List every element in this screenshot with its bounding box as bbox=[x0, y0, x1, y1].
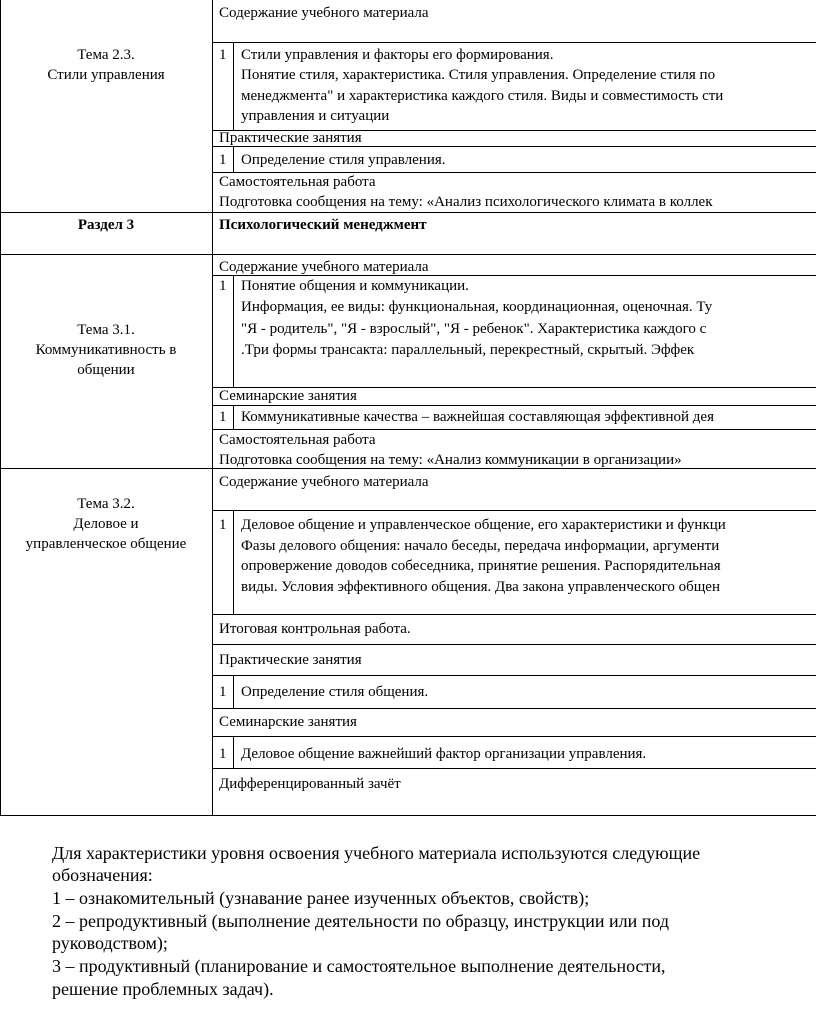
practice-heading: Практические занятия bbox=[219, 130, 362, 146]
table-border-left bbox=[0, 0, 1, 815]
practice-item: Определение стиля управления. bbox=[241, 152, 446, 168]
paragraph-line: обозначения: bbox=[52, 865, 153, 885]
section-3-subtitle: Психологический менеджмент bbox=[219, 217, 427, 233]
seminar-item: Деловое общение важнейший фактор организации управления. bbox=[241, 746, 647, 762]
paragraph-line: 3 – продуктивный (планирование и самостоятельное выполнение деятельности, bbox=[52, 956, 666, 976]
paragraph-line: Для характеристики уровня освоения учебного материала используются следующие bbox=[52, 843, 701, 863]
content-line: Фазы делового общения: начало беседы, передача информации, аргументи bbox=[241, 538, 720, 554]
cell-border bbox=[212, 42, 816, 43]
table-column-divider bbox=[212, 0, 213, 815]
cell-border bbox=[212, 429, 816, 430]
cell-border bbox=[212, 405, 816, 406]
item-number: 1 bbox=[219, 47, 227, 63]
practice-item: Определение стиля общения. bbox=[241, 684, 429, 700]
content-line: "Я - родитель", "Я - взрослый", "Я - ребенок". Характеристика каждого с bbox=[241, 321, 707, 337]
row-border bbox=[0, 815, 816, 816]
cell-border bbox=[212, 614, 816, 615]
topic-3-2-title: Тема 3.2. bbox=[77, 496, 135, 512]
num-divider bbox=[233, 275, 234, 387]
content-line: Стили управления и факторы его формирования. bbox=[241, 47, 554, 63]
topic-3-1-line3: общении bbox=[77, 362, 135, 378]
topic-2-3-subtitle: Стили управления bbox=[47, 67, 165, 83]
content-line: менеджмента" и характеристика каждого стиля. Виды и совместимость сти bbox=[241, 88, 724, 104]
content-line: .Три формы трансакта: параллельный, перекрестный, скрытый. Эффек bbox=[241, 342, 695, 358]
cell-border bbox=[212, 675, 816, 676]
independent-task: Подготовка сообщения на тему: «Анализ психологического климата в коллек bbox=[219, 194, 713, 210]
content-heading: Содержание учебного материала bbox=[219, 259, 429, 275]
content-line: Деловое общение и управленческое общение, его характеристики и функци bbox=[241, 517, 726, 533]
paragraph-line: решение проблемных задач). bbox=[52, 979, 274, 999]
seminar-item: Коммуникативные качества – важнейшая составляющая эффективной дея bbox=[241, 409, 714, 425]
content-line: управления и ситуации bbox=[241, 108, 390, 124]
section-3-title: Раздел 3 bbox=[77, 217, 135, 233]
num-divider bbox=[233, 405, 234, 429]
content-line: Информация, ее виды: функциональная, координационная, оценочная. Ту bbox=[241, 299, 713, 315]
content-line: виды. Условия эффективного общения. Два закона управленческого общен bbox=[241, 579, 720, 595]
cell-border bbox=[212, 644, 816, 645]
topic-3-2-line2: Деловое и bbox=[73, 516, 139, 532]
topic-3-2-line3: управленческое общение bbox=[25, 536, 187, 552]
cell-border bbox=[212, 736, 816, 737]
practice-heading: Практические занятия bbox=[219, 652, 362, 668]
item-number: 1 bbox=[219, 684, 227, 700]
cell-border bbox=[212, 768, 816, 769]
paragraph-line: руководством); bbox=[52, 933, 168, 953]
item-number: 1 bbox=[219, 746, 227, 762]
paragraph-line: 1 – ознакомительный (узнавание ранее изученных объектов, свойств); bbox=[52, 888, 590, 908]
content-line: Понятие общения и коммуникации. bbox=[241, 278, 469, 294]
num-divider bbox=[233, 510, 234, 614]
content-heading: Содержание учебного материала bbox=[219, 5, 429, 21]
independent-heading: Самостоятельная работа bbox=[219, 174, 376, 190]
num-divider bbox=[233, 146, 234, 172]
row-border bbox=[0, 212, 816, 213]
topic-3-1-title: Тема 3.1. bbox=[77, 322, 135, 338]
content-line: опровержение доводов собеседника, принятие решения. Распорядительная bbox=[241, 558, 721, 574]
num-divider bbox=[233, 675, 234, 708]
final-test: Итоговая контрольная работа. bbox=[219, 621, 411, 637]
item-number: 1 bbox=[219, 152, 227, 168]
row-border bbox=[0, 254, 816, 255]
item-number: 1 bbox=[219, 517, 227, 533]
cell-border bbox=[212, 708, 816, 709]
num-divider bbox=[233, 42, 234, 130]
seminar-heading: Семинарские занятия bbox=[219, 388, 357, 404]
topic-3-1-line2: Коммуникативность в bbox=[35, 342, 177, 358]
seminar-heading: Семинарские занятия bbox=[219, 714, 357, 730]
independent-task: Подготовка сообщения на тему: «Анализ коммуникации в организации» bbox=[219, 452, 682, 468]
paragraph-line: 2 – репродуктивный (выполнение деятельности по образцу, инструкции или под bbox=[52, 911, 670, 931]
content-heading: Содержание учебного материала bbox=[219, 474, 429, 490]
item-number: 1 bbox=[219, 409, 227, 425]
item-number: 1 bbox=[219, 278, 227, 294]
topic-2-3-title: Тема 2.3. bbox=[77, 47, 135, 63]
cell-border bbox=[212, 510, 816, 511]
independent-heading: Самостоятельная работа bbox=[219, 432, 376, 448]
content-line: Понятие стиля, характеристика. Стиля управления. Определение стиля по bbox=[241, 67, 716, 83]
differentiated-credit: Дифференцированный зачёт bbox=[219, 776, 401, 792]
num-divider bbox=[233, 736, 234, 768]
